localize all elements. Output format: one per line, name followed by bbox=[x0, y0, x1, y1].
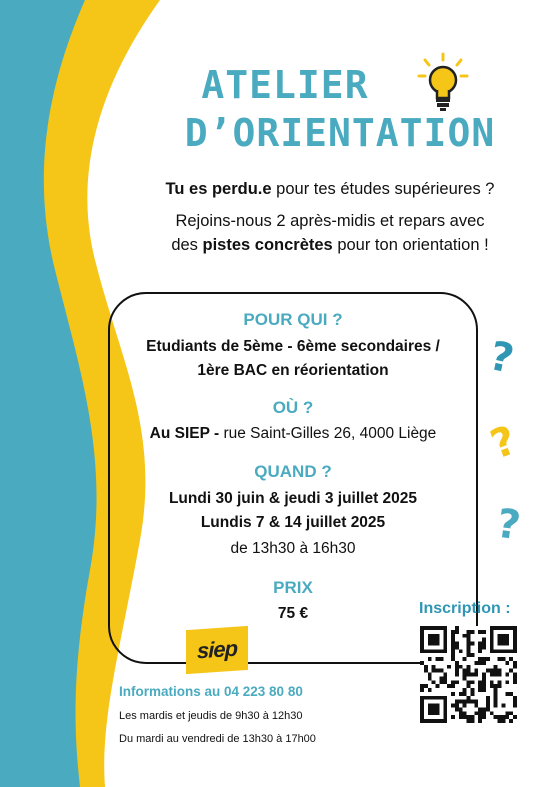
when-line-1: Lundi 30 juin & jeudi 3 juillet 2025 bbox=[168, 490, 418, 507]
intro-line-1 bbox=[120, 177, 540, 201]
question-mark-icon: ? bbox=[484, 417, 523, 469]
price-amount: 75 € bbox=[277, 605, 309, 622]
where-place: Au SIEP - bbox=[149, 425, 224, 442]
price-heading: PRIX bbox=[273, 578, 313, 597]
section-who bbox=[108, 310, 478, 383]
intro-bold: pistes concrètes bbox=[202, 236, 333, 254]
question-mark-icon: ? bbox=[493, 500, 524, 550]
contact-heading: Informations au 04 223 80 80 bbox=[119, 684, 303, 699]
intro-line-3 bbox=[120, 233, 540, 257]
qr-code-icon[interactable] bbox=[420, 626, 517, 723]
where-heading: OÙ ? bbox=[272, 398, 314, 417]
title-line-2: D’ORIENTATION bbox=[184, 111, 496, 155]
intro-bold: Tu es perdu.e bbox=[165, 180, 272, 198]
section-where bbox=[108, 398, 478, 446]
siep-logo bbox=[186, 626, 248, 674]
when-line-2: Lundis 7 & 14 juillet 2025 bbox=[200, 514, 386, 531]
section-when bbox=[108, 462, 478, 561]
registration-label: Inscription : bbox=[419, 600, 511, 617]
intro-text: pour ton orientation ! bbox=[332, 236, 489, 254]
when-heading: QUAND ? bbox=[254, 462, 332, 481]
contact-line-1: Les mardis et jeudis de 9h30 à 12h30 bbox=[119, 710, 303, 722]
when-hours: de 13h30 à 16h30 bbox=[230, 540, 356, 557]
logo-text: siep bbox=[196, 635, 238, 664]
who-heading: POUR QUI ? bbox=[243, 310, 343, 329]
question-mark-icon: ? bbox=[485, 333, 518, 383]
title-line-1: ATELIER bbox=[201, 63, 369, 107]
who-line-2: 1ère BAC en réorientation bbox=[197, 362, 389, 379]
where-line bbox=[108, 422, 478, 446]
who-line-1: Etudiants de 5ème - 6ème secondaires / bbox=[146, 338, 440, 355]
where-address: rue Saint-Gilles 26, 4000 Liège bbox=[223, 425, 437, 442]
intro-text: des bbox=[171, 236, 203, 254]
intro-text: pour tes études supérieures ? bbox=[271, 180, 495, 198]
intro-line-2: Rejoins-nous 2 après-midis et repars avec bbox=[175, 212, 485, 230]
lightbulb-icon bbox=[417, 52, 469, 114]
contact-line-2: Du mardi au vendredi de 13h30 à 17h00 bbox=[119, 733, 316, 745]
